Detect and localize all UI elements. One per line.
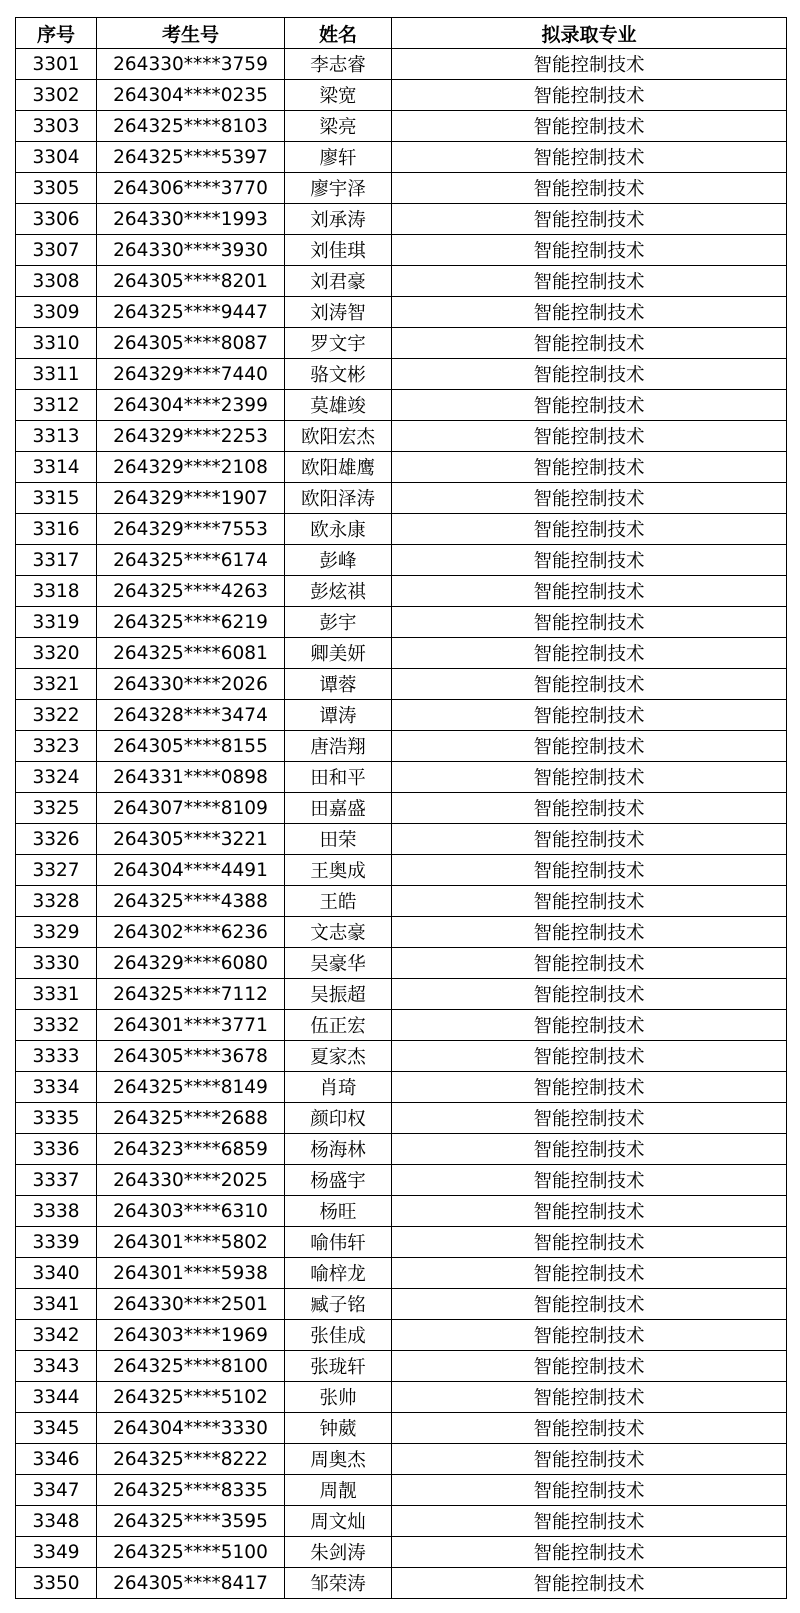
cell-major: 智能控制技术 — [392, 297, 787, 328]
cell-exam-number: 264304****4491 — [97, 855, 285, 886]
cell-seq: 3336 — [16, 1134, 97, 1165]
cell-name: 杨旺 — [285, 1196, 392, 1227]
table-row — [16, 1010, 787, 1041]
cell-major: 智能控制技术 — [392, 917, 787, 948]
cell-name: 吴豪华 — [285, 948, 392, 979]
cell-major: 智能控制技术 — [392, 1413, 787, 1444]
cell-major: 智能控制技术 — [392, 204, 787, 235]
cell-seq: 3301 — [16, 49, 97, 80]
cell-major: 智能控制技术 — [392, 483, 787, 514]
cell-name: 周文灿 — [285, 1506, 392, 1537]
cell-name: 廖轩 — [285, 142, 392, 173]
cell-seq: 3345 — [16, 1413, 97, 1444]
cell-name: 彭宇 — [285, 607, 392, 638]
cell-exam-number: 264302****6236 — [97, 917, 285, 948]
cell-name: 王奥成 — [285, 855, 392, 886]
cell-exam-number: 264325****5397 — [97, 142, 285, 173]
cell-exam-number: 264329****1907 — [97, 483, 285, 514]
cell-name: 谭蓉 — [285, 669, 392, 700]
cell-major: 智能控制技术 — [392, 1506, 787, 1537]
cell-major: 智能控制技术 — [392, 235, 787, 266]
cell-major: 智能控制技术 — [392, 142, 787, 173]
cell-seq: 3319 — [16, 607, 97, 638]
table-row — [16, 669, 787, 700]
cell-name: 谭涛 — [285, 700, 392, 731]
cell-exam-number: 264325****9447 — [97, 297, 285, 328]
cell-exam-number: 264323****6859 — [97, 1134, 285, 1165]
cell-seq: 3333 — [16, 1041, 97, 1072]
cell-name: 刘君豪 — [285, 266, 392, 297]
cell-name: 彭峰 — [285, 545, 392, 576]
cell-seq: 3338 — [16, 1196, 97, 1227]
table-row — [16, 1351, 787, 1382]
cell-exam-number: 264325****8222 — [97, 1444, 285, 1475]
cell-seq: 3311 — [16, 359, 97, 390]
cell-name: 王皓 — [285, 886, 392, 917]
cell-exam-number: 264306****3770 — [97, 173, 285, 204]
cell-major: 智能控制技术 — [392, 266, 787, 297]
cell-exam-number: 264329****6080 — [97, 948, 285, 979]
table-row — [16, 297, 787, 328]
cell-name: 梁宽 — [285, 80, 392, 111]
cell-exam-number: 264325****8103 — [97, 111, 285, 142]
cell-seq: 3320 — [16, 638, 97, 669]
cell-major: 智能控制技术 — [392, 948, 787, 979]
table-row — [16, 793, 787, 824]
cell-exam-number: 264325****6219 — [97, 607, 285, 638]
cell-name: 欧阳雄鹰 — [285, 452, 392, 483]
cell-name: 文志豪 — [285, 917, 392, 948]
cell-name: 欧永康 — [285, 514, 392, 545]
table-row — [16, 1165, 787, 1196]
cell-exam-number: 264301****3771 — [97, 1010, 285, 1041]
table-row — [16, 1196, 787, 1227]
cell-name: 张珑轩 — [285, 1351, 392, 1382]
cell-exam-number: 264307****8109 — [97, 793, 285, 824]
cell-exam-number: 264303****6310 — [97, 1196, 285, 1227]
cell-name: 罗文宇 — [285, 328, 392, 359]
cell-name: 张帅 — [285, 1382, 392, 1413]
cell-major: 智能控制技术 — [392, 421, 787, 452]
cell-major: 智能控制技术 — [392, 173, 787, 204]
table-row — [16, 607, 787, 638]
table-row — [16, 1382, 787, 1413]
cell-major: 智能控制技术 — [392, 1103, 787, 1134]
table-row — [16, 1103, 787, 1134]
cell-name: 田荣 — [285, 824, 392, 855]
cell-major: 智能控制技术 — [392, 1072, 787, 1103]
cell-seq: 3323 — [16, 731, 97, 762]
cell-name: 田嘉盛 — [285, 793, 392, 824]
table-row — [16, 762, 787, 793]
header-exam-number: 考生号 — [97, 18, 285, 49]
cell-exam-number: 264301****5938 — [97, 1258, 285, 1289]
table-row — [16, 1134, 787, 1165]
table-row — [16, 328, 787, 359]
cell-seq: 3308 — [16, 266, 97, 297]
cell-major: 智能控制技术 — [392, 1382, 787, 1413]
cell-seq: 3334 — [16, 1072, 97, 1103]
cell-major: 智能控制技术 — [392, 1041, 787, 1072]
cell-seq: 3347 — [16, 1475, 97, 1506]
table-row — [16, 1041, 787, 1072]
cell-seq: 3304 — [16, 142, 97, 173]
cell-seq: 3335 — [16, 1103, 97, 1134]
table-row — [16, 1568, 787, 1599]
cell-major: 智能控制技术 — [392, 80, 787, 111]
cell-major: 智能控制技术 — [392, 111, 787, 142]
table-row — [16, 1413, 787, 1444]
cell-seq: 3305 — [16, 173, 97, 204]
cell-major: 智能控制技术 — [392, 1568, 787, 1599]
cell-seq: 3315 — [16, 483, 97, 514]
cell-exam-number: 264325****6081 — [97, 638, 285, 669]
cell-exam-number: 264325****4263 — [97, 576, 285, 607]
cell-name: 杨盛宇 — [285, 1165, 392, 1196]
cell-exam-number: 264305****8155 — [97, 731, 285, 762]
cell-seq: 3330 — [16, 948, 97, 979]
cell-major: 智能控制技术 — [392, 886, 787, 917]
cell-name: 朱剑涛 — [285, 1537, 392, 1568]
table-row — [16, 979, 787, 1010]
cell-major: 智能控制技术 — [392, 1196, 787, 1227]
table-row — [16, 638, 787, 669]
cell-major: 智能控制技术 — [392, 1320, 787, 1351]
cell-major: 智能控制技术 — [392, 1289, 787, 1320]
cell-seq: 3341 — [16, 1289, 97, 1320]
cell-name: 彭炫祺 — [285, 576, 392, 607]
cell-exam-number: 264305****3221 — [97, 824, 285, 855]
table-row — [16, 173, 787, 204]
table-row — [16, 235, 787, 266]
cell-seq: 3331 — [16, 979, 97, 1010]
table-row — [16, 948, 787, 979]
cell-name: 李志睿 — [285, 49, 392, 80]
cell-exam-number: 264330****3759 — [97, 49, 285, 80]
cell-name: 夏家杰 — [285, 1041, 392, 1072]
cell-major: 智能控制技术 — [392, 1134, 787, 1165]
cell-name: 杨海林 — [285, 1134, 392, 1165]
cell-name: 张佳成 — [285, 1320, 392, 1351]
cell-major: 智能控制技术 — [392, 545, 787, 576]
cell-major: 智能控制技术 — [392, 359, 787, 390]
table-row — [16, 111, 787, 142]
cell-major: 智能控制技术 — [392, 700, 787, 731]
cell-major: 智能控制技术 — [392, 824, 787, 855]
cell-seq: 3325 — [16, 793, 97, 824]
cell-exam-number: 264303****1969 — [97, 1320, 285, 1351]
cell-major: 智能控制技术 — [392, 390, 787, 421]
table-row — [16, 49, 787, 80]
cell-seq: 3337 — [16, 1165, 97, 1196]
cell-name: 廖宇泽 — [285, 173, 392, 204]
cell-exam-number: 264331****0898 — [97, 762, 285, 793]
cell-seq: 3303 — [16, 111, 97, 142]
cell-seq: 3326 — [16, 824, 97, 855]
header-name: 姓名 — [285, 18, 392, 49]
table-row — [16, 1320, 787, 1351]
admission-table — [15, 17, 787, 1599]
cell-name: 肖琦 — [285, 1072, 392, 1103]
cell-seq: 3307 — [16, 235, 97, 266]
cell-exam-number: 264305****8417 — [97, 1568, 285, 1599]
cell-major: 智能控制技术 — [392, 1165, 787, 1196]
cell-seq: 3342 — [16, 1320, 97, 1351]
cell-major: 智能控制技术 — [392, 1258, 787, 1289]
cell-seq: 3327 — [16, 855, 97, 886]
cell-seq: 3324 — [16, 762, 97, 793]
cell-name: 邹荣涛 — [285, 1568, 392, 1599]
table-row — [16, 421, 787, 452]
cell-seq: 3332 — [16, 1010, 97, 1041]
cell-major: 智能控制技术 — [392, 762, 787, 793]
cell-name: 刘承涛 — [285, 204, 392, 235]
cell-name: 喻梓龙 — [285, 1258, 392, 1289]
cell-exam-number: 264325****7112 — [97, 979, 285, 1010]
cell-exam-number: 264305****8201 — [97, 266, 285, 297]
table-row — [16, 1258, 787, 1289]
table-row — [16, 514, 787, 545]
cell-exam-number: 264330****1993 — [97, 204, 285, 235]
cell-name: 卿美妍 — [285, 638, 392, 669]
table-row — [16, 204, 787, 235]
cell-major: 智能控制技术 — [392, 1537, 787, 1568]
cell-seq: 3344 — [16, 1382, 97, 1413]
cell-name: 骆文彬 — [285, 359, 392, 390]
cell-major: 智能控制技术 — [392, 638, 787, 669]
cell-exam-number: 264325****3595 — [97, 1506, 285, 1537]
cell-seq: 3309 — [16, 297, 97, 328]
cell-name: 田和平 — [285, 762, 392, 793]
cell-seq: 3316 — [16, 514, 97, 545]
cell-major: 智能控制技术 — [392, 607, 787, 638]
cell-seq: 3329 — [16, 917, 97, 948]
cell-exam-number: 264304****3330 — [97, 1413, 285, 1444]
table-row — [16, 142, 787, 173]
cell-name: 颜印权 — [285, 1103, 392, 1134]
cell-exam-number: 264305****8087 — [97, 328, 285, 359]
cell-major: 智能控制技术 — [392, 49, 787, 80]
cell-exam-number: 264301****5802 — [97, 1227, 285, 1258]
cell-major: 智能控制技术 — [392, 669, 787, 700]
table-row — [16, 1537, 787, 1568]
cell-exam-number: 264328****3474 — [97, 700, 285, 731]
cell-exam-number: 264305****3678 — [97, 1041, 285, 1072]
cell-seq: 3350 — [16, 1568, 97, 1599]
cell-exam-number: 264330****2026 — [97, 669, 285, 700]
cell-seq: 3328 — [16, 886, 97, 917]
header-major: 拟录取专业 — [392, 18, 787, 49]
cell-major: 智能控制技术 — [392, 1227, 787, 1258]
cell-exam-number: 264329****2108 — [97, 452, 285, 483]
cell-exam-number: 264325****8100 — [97, 1351, 285, 1382]
cell-name: 钟葳 — [285, 1413, 392, 1444]
cell-name: 刘佳琪 — [285, 235, 392, 266]
cell-exam-number: 264329****7440 — [97, 359, 285, 390]
table-row — [16, 576, 787, 607]
cell-exam-number: 264329****7553 — [97, 514, 285, 545]
cell-name: 周奥杰 — [285, 1444, 392, 1475]
cell-name: 吴振超 — [285, 979, 392, 1010]
table-row — [16, 855, 787, 886]
cell-major: 智能控制技术 — [392, 1444, 787, 1475]
cell-seq: 3313 — [16, 421, 97, 452]
table-row — [16, 1444, 787, 1475]
table-row — [16, 545, 787, 576]
cell-exam-number: 264325****4388 — [97, 886, 285, 917]
cell-name: 伍正宏 — [285, 1010, 392, 1041]
cell-name: 周靓 — [285, 1475, 392, 1506]
cell-name: 莫雄竣 — [285, 390, 392, 421]
cell-name: 梁亮 — [285, 111, 392, 142]
cell-seq: 3339 — [16, 1227, 97, 1258]
cell-exam-number: 264304****2399 — [97, 390, 285, 421]
cell-exam-number: 264325****8335 — [97, 1475, 285, 1506]
cell-seq: 3306 — [16, 204, 97, 235]
table-row — [16, 359, 787, 390]
table-row — [16, 1289, 787, 1320]
table-row — [16, 266, 787, 297]
cell-name: 欧阳泽涛 — [285, 483, 392, 514]
cell-major: 智能控制技术 — [392, 731, 787, 762]
cell-seq: 3310 — [16, 328, 97, 359]
cell-exam-number: 264304****0235 — [97, 80, 285, 111]
cell-seq: 3302 — [16, 80, 97, 111]
cell-seq: 3321 — [16, 669, 97, 700]
table-row — [16, 700, 787, 731]
cell-major: 智能控制技术 — [392, 514, 787, 545]
cell-seq: 3340 — [16, 1258, 97, 1289]
cell-major: 智能控制技术 — [392, 1010, 787, 1041]
cell-major: 智能控制技术 — [392, 576, 787, 607]
cell-name: 欧阳宏杰 — [285, 421, 392, 452]
cell-seq: 3346 — [16, 1444, 97, 1475]
cell-exam-number: 264329****2253 — [97, 421, 285, 452]
cell-major: 智能控制技术 — [392, 1475, 787, 1506]
table-row — [16, 1227, 787, 1258]
cell-seq: 3322 — [16, 700, 97, 731]
cell-seq: 3343 — [16, 1351, 97, 1382]
table-row — [16, 1072, 787, 1103]
cell-exam-number: 264325****5100 — [97, 1537, 285, 1568]
cell-exam-number: 264330****2025 — [97, 1165, 285, 1196]
cell-major: 智能控制技术 — [392, 793, 787, 824]
cell-name: 刘涛智 — [285, 297, 392, 328]
cell-seq: 3348 — [16, 1506, 97, 1537]
table-row — [16, 452, 787, 483]
cell-seq: 3318 — [16, 576, 97, 607]
cell-exam-number: 264325****5102 — [97, 1382, 285, 1413]
cell-exam-number: 264325****6174 — [97, 545, 285, 576]
cell-seq: 3349 — [16, 1537, 97, 1568]
table-row — [16, 731, 787, 762]
cell-seq: 3312 — [16, 390, 97, 421]
cell-exam-number: 264330****2501 — [97, 1289, 285, 1320]
table-row — [16, 483, 787, 514]
cell-major: 智能控制技术 — [392, 855, 787, 886]
cell-seq: 3317 — [16, 545, 97, 576]
cell-major: 智能控制技术 — [392, 452, 787, 483]
cell-major: 智能控制技术 — [392, 1351, 787, 1382]
table-row — [16, 824, 787, 855]
table-row — [16, 886, 787, 917]
table-row — [16, 1475, 787, 1506]
cell-exam-number: 264325****8149 — [97, 1072, 285, 1103]
header-row — [16, 18, 787, 49]
table-row — [16, 917, 787, 948]
cell-name: 唐浩翔 — [285, 731, 392, 762]
table-row — [16, 1506, 787, 1537]
cell-name: 喻伟轩 — [285, 1227, 392, 1258]
cell-major: 智能控制技术 — [392, 979, 787, 1010]
cell-exam-number: 264325****2688 — [97, 1103, 285, 1134]
cell-name: 臧子铭 — [285, 1289, 392, 1320]
cell-major: 智能控制技术 — [392, 328, 787, 359]
cell-exam-number: 264330****3930 — [97, 235, 285, 266]
table-row — [16, 80, 787, 111]
cell-seq: 3314 — [16, 452, 97, 483]
header-seq: 序号 — [16, 18, 97, 49]
table-row — [16, 390, 787, 421]
